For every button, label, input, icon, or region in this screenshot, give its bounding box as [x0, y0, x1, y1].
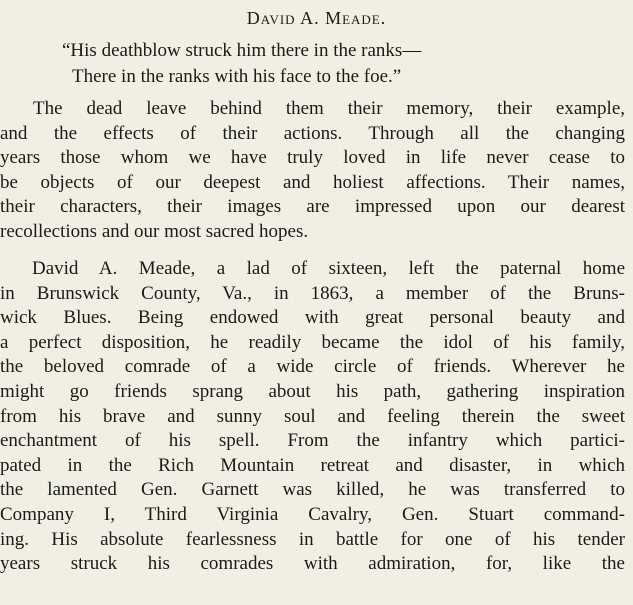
- text-line: their characters, their images are impressed upon our dearest: [0, 196, 625, 218]
- text-line: The dead leave behind them their memory, their example,: [33, 98, 625, 119]
- epigraph-line: There in the ranks with his face to the foe.”: [72, 66, 402, 87]
- text-line: in Brunswick County, Va., in 1863, a member of the Bruns-: [0, 282, 625, 304]
- text-line: years those whom we have truly loved in life never cease to: [0, 147, 625, 169]
- text-line: recollections and our most sacred hopes.: [0, 220, 309, 242]
- text-line: from his brave and sunny soul and feeling therein the sweet: [0, 405, 625, 427]
- text-line: and the effects of their actions. Through all the changing: [0, 122, 625, 144]
- paragraph-memory: [0, 97, 633, 245]
- text-line: years struck his comrades with admiration, for, like the: [0, 553, 625, 575]
- page-title: David A. Meade.: [246, 8, 387, 28]
- text-line: the beloved comrade of a wide circle of friends. Wherever he: [0, 356, 625, 378]
- text-line: ing. His absolute fearlessness in battle for one of his tender: [0, 528, 625, 550]
- text-line: Company I, Third Virginia Cavalry, Gen. Stuart command-: [0, 503, 625, 525]
- text-line: a perfect disposition, he readily became the idol of his family,: [0, 331, 625, 353]
- paragraph-biography: [0, 257, 633, 577]
- text-line: the lamented Gen. Garnett was killed, he was transferred to: [0, 479, 625, 501]
- text-line: be objects of our deepest and holiest affections. Their names,: [0, 171, 625, 193]
- text-line: pated in the Rich Mountain retreat and disaster, in which: [0, 454, 625, 476]
- text-line: might go friends sprang about his path, gathering inspiration: [0, 380, 625, 402]
- text-line: David A. Meade, a lad of sixteen, left the paternal home: [32, 258, 625, 279]
- text-line: wick Blues. Being endowed with great personal beauty and: [0, 307, 625, 329]
- epigraph-line: “His deathblow struck him there in the ranks—: [62, 40, 422, 61]
- text-line: enchantment of his spell. From the infantry which partici-: [0, 430, 625, 452]
